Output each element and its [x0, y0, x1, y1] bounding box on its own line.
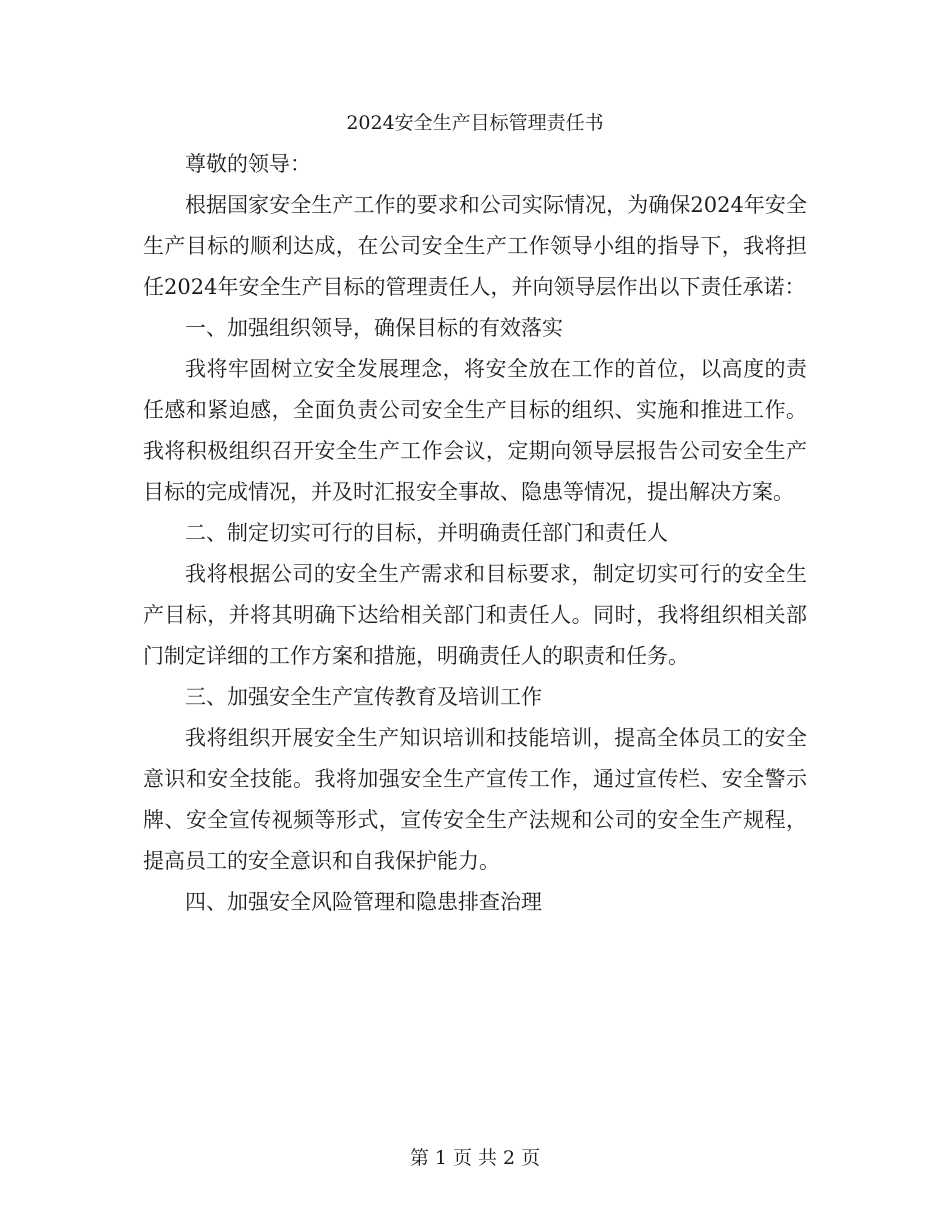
intro-paragraph: 根据国家安全生产工作的要求和公司实际情况，为确保2024年安全生产目标的顺利达成，在公司安全生产工作领导小组的指导下，我将担任2024年安全生产目标的管理责任人，并向领导层作出以下责任承诺：: [143, 193, 807, 299]
document-title: 2024安全生产目标管理责任书: [346, 112, 604, 134]
document-body: [143, 144, 807, 923]
section-heading-3: 三、加强安全生产宣传教育及培训工作: [185, 685, 542, 709]
section-heading-1: 一、加强组织领导，确保目标的有效落实: [185, 316, 563, 340]
page-footer: 第 1 页 共 2 页: [409, 1147, 541, 1169]
section-paragraph-2: 我将根据公司的安全生产需求和目标要求，制定切实可行的安全生产目标，并将其明确下达给相关部门和责任人。同时，我将组织相关部门制定详细的工作方案和措施，明确责任人的职责和任务。: [143, 562, 807, 668]
salutation: 尊敬的领导：: [185, 152, 311, 176]
section-heading-4: 四、加强安全风险管理和隐患排查治理: [185, 890, 542, 914]
section-paragraph-3: 我将组织开展安全生产知识培训和技能培训，提高全体员工的安全意识和安全技能。我将加强安全生产宣传工作，通过宣传栏、安全警示牌、安全宣传视频等形式，宣传安全生产法规和公司的安全生产规程，提高员工的安全意识和自我保护能力。: [143, 726, 807, 873]
section-heading-2: 二、制定切实可行的目标，并明确责任部门和责任人: [185, 521, 668, 545]
section-paragraph-1: 我将牢固树立安全发展理念，将安全放在工作的首位，以高度的责任感和紧迫感，全面负责公司安全生产目标的组织、实施和推进工作。我将积极组织召开安全生产工作会议，定期向领导层报告公司安全生产目标的完成情况，并及时汇报安全事故、隐患等情况，提出解决方案。: [143, 357, 807, 504]
